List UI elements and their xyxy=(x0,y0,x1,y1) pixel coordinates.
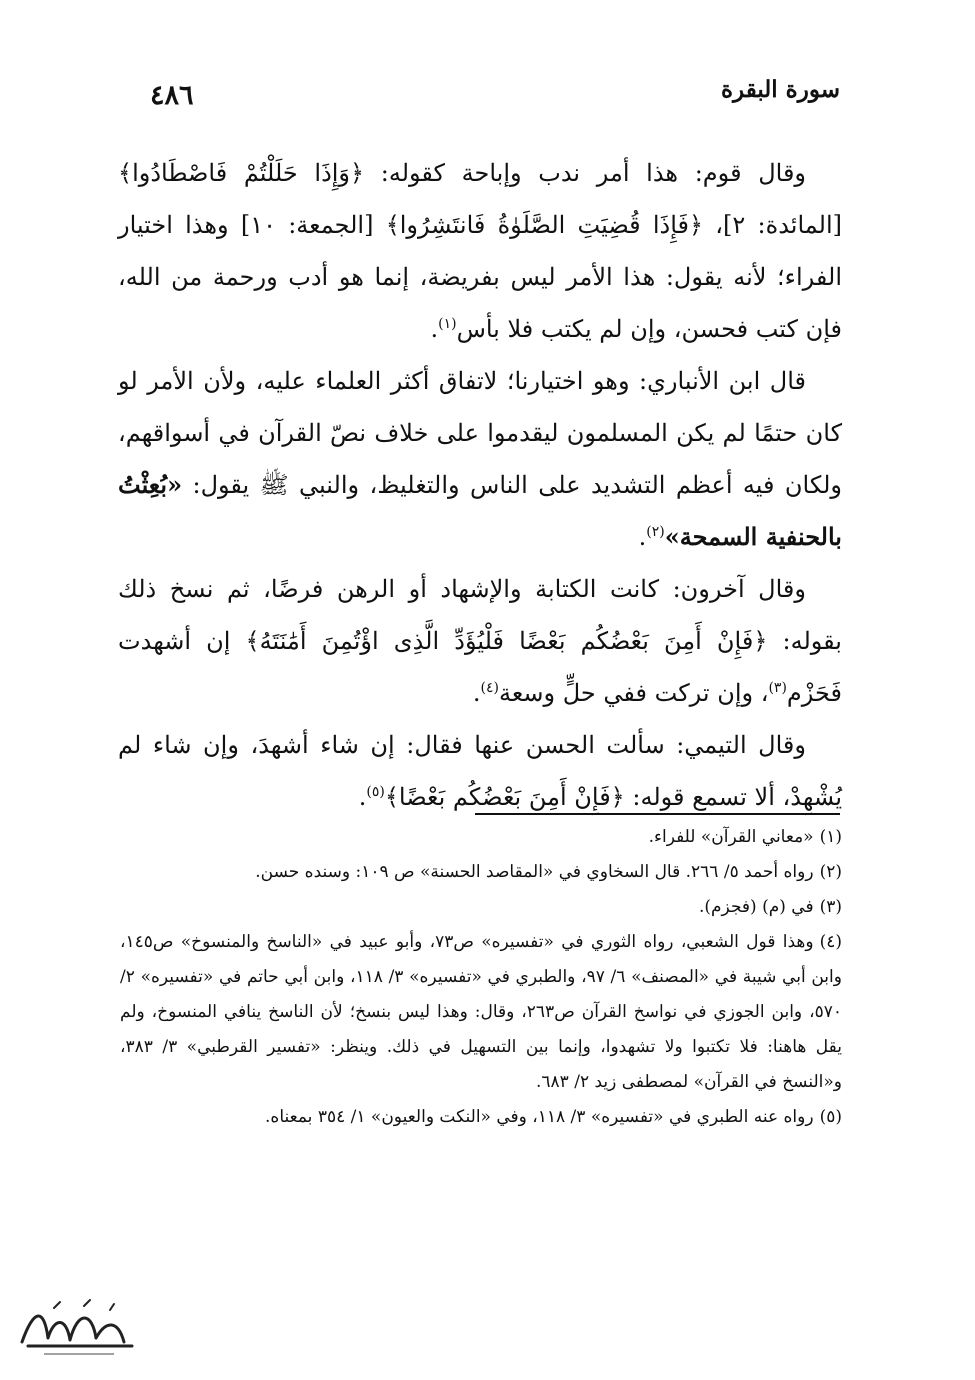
footnote-5 xyxy=(120,1100,842,1135)
text-run: . xyxy=(430,315,439,343)
text-run: . xyxy=(638,523,647,551)
footnote-number: (٥) xyxy=(819,1107,842,1127)
footnote-2 xyxy=(120,855,842,890)
footnote-1 xyxy=(120,820,842,855)
footnote-marker: (٤) xyxy=(480,680,499,696)
page-header xyxy=(150,74,840,114)
footnote-3 xyxy=(120,890,842,925)
text-run: . xyxy=(358,783,367,811)
footnote-marker: (٣) xyxy=(768,680,787,696)
text-run: قال ابن الأنباري: وهو اختيارنا؛ لاتفاق أكثر العلماء عليه، ولأن الأمر لو كان حتمًا لم يكن المسلمون ليقدموا على خلاف نصّ القرآن في أسواقهم، ولكان فيه أعظم التشديد على الناس والتغليظ، والنبي ﷺ يقول: xyxy=(118,367,842,499)
footnote-text: في (م) (فجزم). xyxy=(699,897,814,917)
footnote-number: (٣) xyxy=(819,897,842,917)
text-run: . xyxy=(472,679,481,707)
footnotes xyxy=(120,820,842,1135)
footnote-marker: (٢) xyxy=(646,524,665,540)
paragraph-3 xyxy=(118,563,842,719)
quran-verse: ﴿فَإِنْ أَمِنَ بَعْضُكُم بَعْضًا﴾ xyxy=(384,783,625,811)
text-run: إن أشهدت فَحَزْم xyxy=(118,627,842,707)
text-run: [الجمعة: ١٠] وهذا اختيار الفراء؛ لأنه يقول: هذا الأمر ليس بفريضة، إنما هو أدب ورحمة من الله، فإن كتب فحسن، وإن لم يكتب فلا بأس xyxy=(118,211,842,343)
footnote-marker: (٥) xyxy=(366,784,385,800)
quran-verse: ﴿فَإِنْ أَمِنَ بَعْضُكُم بَعْضًا فَلْيُؤَدِّ الَّذِى اؤْتُمِنَ أَمَٰنَتَهُ﴾ xyxy=(245,627,768,655)
footnote-text: وهذا قول الشعبي، رواه الثوري في «تفسيره» ص٧٣، وأبو عبيد في «الناسخ والمنسوخ» ص١٤٥، وابن أبي شيبة في «المصنف» ٦/ ٩٧، والطبري في «تفسيره» ٣/ ١١٨، وابن أبي حاتم في «تفسيره» ٢/ ٥٧٠، وابن الجوزي في نواسخ القرآن ص٢٦٣، وقال: وهذا ليس بنسخ؛ لأن الناسخ ينافي المنسوخ، ولم يقل هاهنا: فلا تكتبوا ولا تشهدوا، وإنما بين التسهيل في ذلك. وينظر: «تفسير القرطبي» ٣/ ٣٨٣، و«النسخ في القرآن» لمصطفى زيد ٢/ ٦٨٣. xyxy=(120,932,842,1092)
publisher-logo-icon xyxy=(14,1298,144,1360)
footnote-marker: (١) xyxy=(438,316,457,332)
footnote-number: (٢) xyxy=(819,862,842,882)
quran-verse: ﴿وَإِذَا حَلَلْتُمْ فَاصْطَادُوا﴾ xyxy=(118,159,365,187)
paragraph-4 xyxy=(118,719,842,823)
hadith-quote: «بُعِثْتُ بالحنفية السمحة» xyxy=(118,470,842,551)
footnote-number: (٤) xyxy=(819,932,842,952)
footnote-text: رواه أحمد ٥/ ٢٦٦. قال السخاوي في «المقاصد الحسنة» ص ١٠٩: وسنده حسن. xyxy=(255,862,814,882)
footnote-4 xyxy=(120,925,842,1100)
text-run: [المائدة: ٢]، xyxy=(703,211,843,239)
main-text xyxy=(118,147,842,823)
quran-verse: ﴿فَإِذَا قُضِيَتِ الصَّلَوٰةُ فَانتَشِرُوا﴾ xyxy=(385,211,704,239)
footnote-text: رواه عنه الطبري في «تفسيره» ٣/ ١١٨، وفي «النكت والعيون» ١/ ٣٥٤ بمعناه. xyxy=(265,1107,814,1127)
footnote-number: (١) xyxy=(819,827,842,847)
footnote-text: «معاني القرآن» للفراء. xyxy=(648,827,814,847)
text-run: وقال التيمي: سألت الحسن عنها فقال: إن شاء أشهدَ، وإن شاء لم يُشْهِدْ، ألا تسمع قوله: xyxy=(118,731,842,811)
surah-title: سورة البقرة xyxy=(720,76,840,103)
paragraph-1 xyxy=(118,147,842,355)
text-run: ، وإن تركت ففي حلٍّ وسعة xyxy=(498,679,769,707)
page-number: ٤٨٦ xyxy=(150,80,194,111)
text-run: وقال آخرون: كانت الكتابة والإشهاد أو الرهن فرضًا، ثم نسخ ذلك بقوله: xyxy=(118,575,842,655)
footnote-divider xyxy=(475,813,840,815)
text-run: وقال قوم: هذا أمر ندب وإباحة كقوله: xyxy=(364,159,807,187)
paragraph-2 xyxy=(118,355,842,563)
